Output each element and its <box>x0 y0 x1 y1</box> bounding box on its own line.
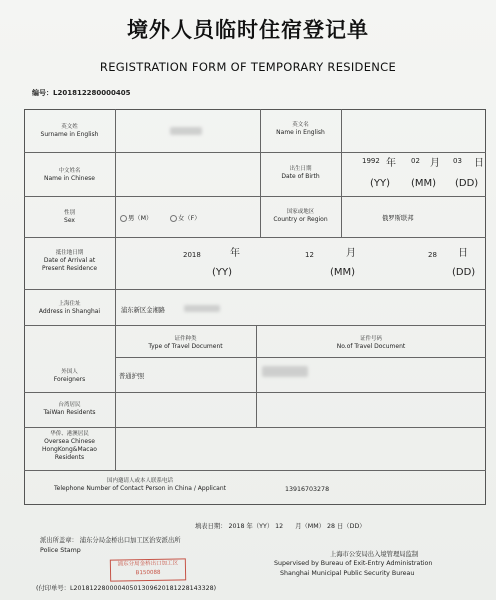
form-title-cn: 境外人员临时住宿登记单 <box>127 18 369 42</box>
dob-mm: (MM) <box>411 178 437 189</box>
arrival-year-unit: 年 <box>230 248 240 259</box>
dob-month: 02 <box>411 157 420 165</box>
overseas-label: 华侨、港澳居民 Oversea Chinese HongKong&Macao Residents <box>42 431 97 461</box>
sex-male-option[interactable]: 男（M） <box>120 213 152 222</box>
col-divider <box>115 109 116 470</box>
radio-icon <box>170 215 177 222</box>
arrival-dd: (DD) <box>452 267 476 278</box>
doc-type-header: 证件种类 Type of Travel Document <box>148 336 223 350</box>
form-title-en: REGISTRATION FORM OF TEMPORARY RESIDENCE <box>99 60 397 74</box>
row-divider <box>24 237 486 238</box>
bureau-en-1: Supervised by Bureau of Exit-Entry Administration <box>274 560 433 567</box>
row-divider <box>24 289 486 290</box>
address-value: 浦东新区金湘路 <box>121 307 166 314</box>
phone-value: 13916703278 <box>285 486 330 493</box>
dob-yy: (YY) <box>370 178 391 189</box>
address-label: 上海住址 Address in Shanghai <box>38 301 101 315</box>
arrival-day-unit: 日 <box>458 248 468 259</box>
bureau-cn: 上海市公安局出入境管理局监制 <box>330 551 419 558</box>
dob-label: 出生日期 Date of Birth <box>281 166 320 180</box>
arrival-month-unit: 月 <box>346 248 356 259</box>
dob-day: 03 <box>453 157 462 165</box>
police-stamp-en: Police Stamp <box>40 547 81 554</box>
radio-icon <box>120 215 127 222</box>
row-divider <box>24 325 486 326</box>
row-divider <box>115 357 486 358</box>
dob-month-unit: 月 <box>430 158 440 169</box>
police-stamp-seal: 浦东分局金桥出口加工区 B150088 <box>110 558 186 581</box>
dob-year: 1992 <box>362 157 380 165</box>
redacted-surname <box>170 127 202 135</box>
row-divider <box>24 427 486 428</box>
fill-date: 填表日期： 2018 年（YY） 12 月（MM） 28 日（DD） <box>195 523 366 530</box>
taiwan-label: 台湾居民 TaiWan Residents <box>43 402 96 416</box>
row-divider <box>24 196 486 197</box>
surname-label: 英文姓 Surname in English <box>40 124 99 138</box>
dob-day-unit: 日 <box>474 158 484 169</box>
arrival-yy: (YY) <box>212 267 233 278</box>
sex-female-option[interactable]: 女（F） <box>170 213 201 222</box>
redacted-doc-number <box>262 366 308 377</box>
serial-number: 编号：L201812280000405 <box>32 89 131 97</box>
police-stamp-cn: 派出所盖章： 浦东分局金桥出口加工区治安派出所 <box>40 537 181 544</box>
arrival-mm: (MM) <box>330 267 356 278</box>
foreigners-doc-type: 普通护照 <box>119 373 145 380</box>
given-name-label: 英文名 Name in English <box>276 122 325 136</box>
sex-label: 性别 Sex <box>63 210 75 224</box>
country-value: 俄罗斯联邦 <box>382 215 414 222</box>
row-divider <box>24 470 486 471</box>
dob-dd: (DD) <box>455 178 479 189</box>
col-divider <box>341 109 342 237</box>
arrival-month: 12 <box>305 251 314 259</box>
arrival-label: 抵住地日期 Date of Arrival at Present Residence <box>41 250 98 272</box>
arrival-year: 2018 <box>183 251 201 259</box>
row-divider <box>24 152 486 153</box>
country-label: 国家或地区 Country or Region <box>273 209 328 223</box>
bureau-en-2: Shanghai Municipal Public Security Bureau <box>280 570 415 577</box>
chinese-name-label: 中文姓名 Name in Chinese <box>44 168 95 182</box>
phone-label: 国内邀请人或本人联系电话 Telephone Number of Contact Person in China / Applicant <box>54 478 226 492</box>
print-order-number: (付印单号：L201812280000405013096201812281433​28) <box>36 585 217 592</box>
doc-no-header: 证件号码 No.of Travel Document <box>336 336 406 350</box>
dob-year-unit: 年 <box>386 158 396 169</box>
row-divider <box>24 392 486 393</box>
redacted-address <box>184 305 220 312</box>
foreigners-label: 外国人 Foreigners <box>53 369 86 383</box>
arrival-day: 28 <box>428 251 437 259</box>
